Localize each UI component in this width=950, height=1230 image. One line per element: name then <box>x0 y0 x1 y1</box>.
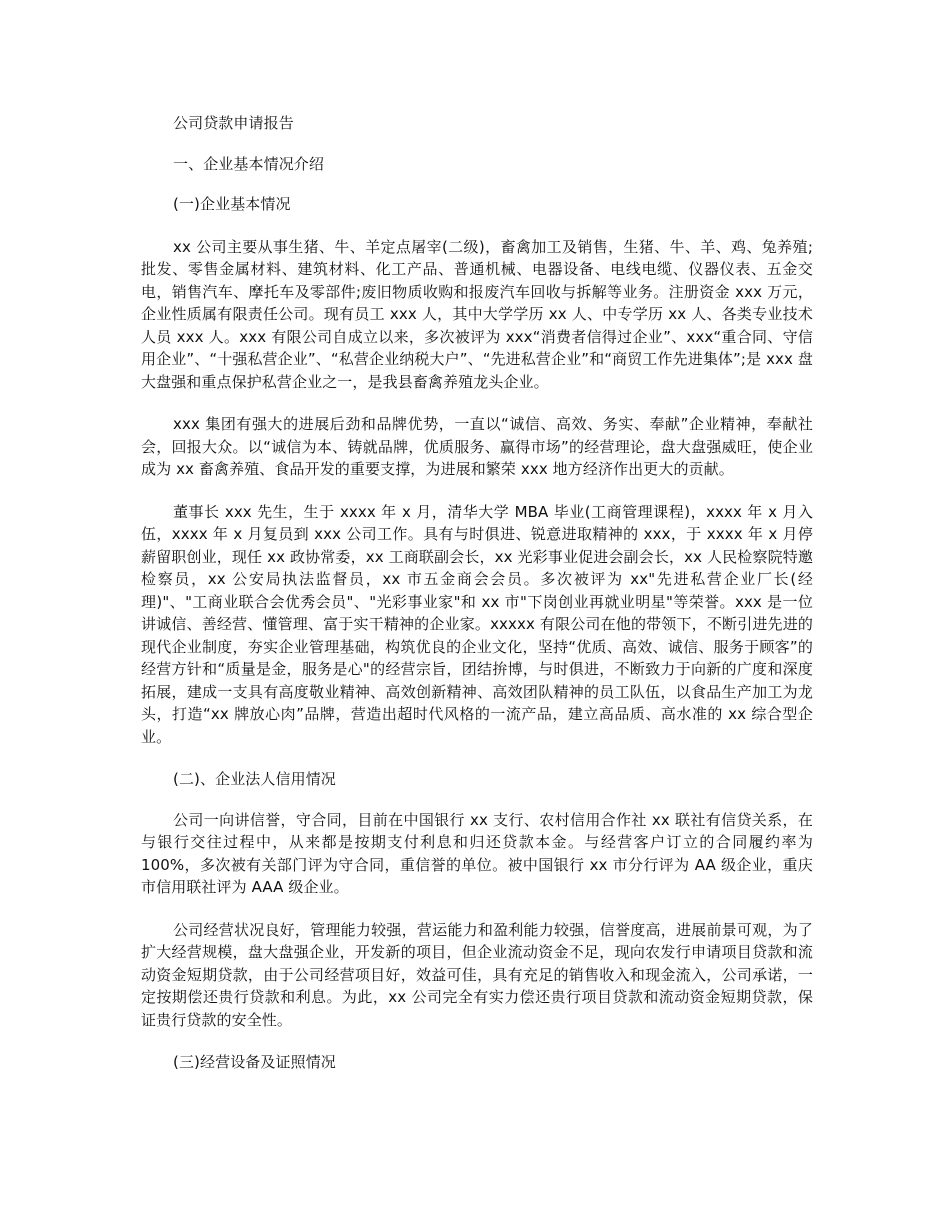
document-title: 公司贷款申请报告 <box>173 114 294 132</box>
paragraph-company-overview: xx 公司主要从事生猪、牛、羊定点屠宰(二级)，畜禽加工及销售，生猪、牛、羊、鸡、兔养殖;批发、零售金属材料、建筑材料、化工产品、普通机械、电器设备、电线电缆、仪器仪表、五金交电，销售汽车、摩托车及零部件;废旧物质收购和报废汽车回收与拆解等业务。注册资金 xxx 万元，企业性质属有限责任公司。现有员工 xxx 人，其中大学学历 xx 人、中专学历 xx 人、各类专业技术人员 xxx 人。xxx 有限公司自成立以来，多次被评为 xxx“消费者信得过企业”、xxx“重合同、守信用企业”、“十强私营企业”、“私营企业纳税大户”、“先进私营企业”和“商贸工作先进集体”;是 xxx 盘大盘强和重点保护私营企业之一，是我县畜禽养殖龙头企业。 <box>141 237 813 391</box>
subsection-heading-3: (三)经营设备及证照情况 <box>173 1053 336 1071</box>
paragraph-chairman: 董事长 xxx 先生，生于 xxxx 年 x 月，清华大学 MBA 毕业(工商管理课程)，xxxx 年 x 月入伍，xxxx 年 x 月复员到 xxx 公司工作。具有与时俱进、锐意进取精神的 xxx，于 xxxx 年 x 月停薪留职创业，现任 xx 政协常委，xx 工商联副会长，xx 光彩事业促进会副会长，xx 人民检察院特邀检察员，xx 公安局执法监督员，xx 市五金商会会员。多次被评为 xx"先进私营企业厂长(经理)"、"工商业联合会优秀会员"、"光彩事业家"和 xx 市"下岗创业再就业明星"等荣誉。xxx 是一位讲诚信、善经营、懂管理、富于实干精神的企业家。xxxxx 有限公司在他的带领下，不断引进先进的现代企业制度，夯实企业管理基础，构筑优良的企业文化，坚持“优质、高效、诚信、服务于顾客”的经营方针和“质量是金，服务是心"的经营宗旨，团结拚博，与时俱进，不断致力于向新的广度和深度拓展，建成一支具有高度敬业精神、高效创新精神、高效团队精神的员工队伍，以食品生产加工为龙头，打造“xx 牌放心肉”品牌，营造出超时代风格的一流产品，建立高品质、高水准的 xx 综合型企业。 <box>141 502 813 746</box>
subsection-heading-1: (一)企业基本情况 <box>173 195 291 213</box>
section-heading-1: 一、企业基本情况介绍 <box>173 154 325 173</box>
subsection-heading-2: (二)、企业法人信用情况 <box>173 770 336 788</box>
document-body <box>141 112 813 1074</box>
paragraph-loan-request: 公司经营状况良好，管理能力较强，营运能力和盈利能力较强，信誉度高，进展前景可观，为了扩大经营规模，盘大盘强企业，开发新的项目，但企业流动资金不足，现向农发行申请项目贷款和流动资金短期贷款，由于公司经营项目好，效益可佳，具有充足的销售收入和现金流入，公司承诺，一定按期偿还贵行贷款和利息。为此，xx 公司完全有实力偿还贵行项目贷款和流动资金短期贷款，保证贵行贷款的安全性。 <box>141 920 813 1029</box>
paragraph-group-advantage: xxx 集团有强大的进展后劲和品牌优势，一直以“诚信、高效、务实、奉献”企业精神，奉献社会，回报大众。以“诚信为本、铸就品牌，优质服务、赢得市场”的经营理论，盘大盘强威旺，使企业成为 xx 畜禽养殖、食品开发的重要支撑，为进展和繁荣 xxx 地方经济作出更大的贡献。 <box>141 415 813 478</box>
paragraph-credit-record: 公司一向讲信誉，守合同，目前在中国银行 xx 支行、农村信用合作社 xx 联社有信贷关系，在与银行交往过程中，从来都是按期支付利息和归还贷款本金。与经营客户订立的合同履约率为 100%，多次被有关部门评为守合同，重信誉的单位。被中国银行 xx 市分行评为 AA 级企业，重庆市信用联社评为 AAA 级企业。 <box>141 810 813 896</box>
